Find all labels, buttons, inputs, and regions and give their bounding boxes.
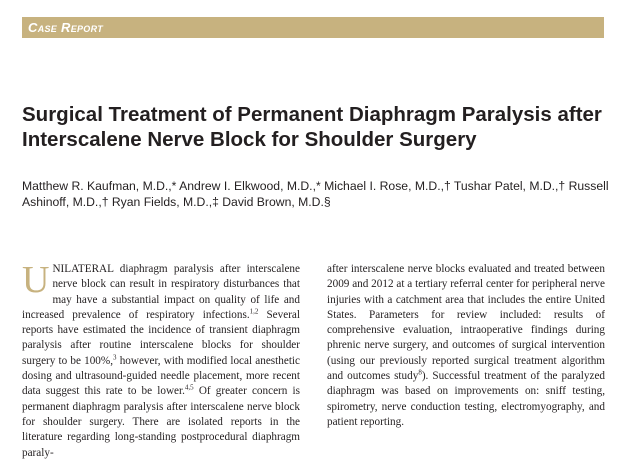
body-text: diaphragm paralysis after interscalene nerve block can result in respiratory disturbances that may have a substantial impact on quality of life and increased prevalence of respiratory infections.: [22, 263, 300, 321]
body-text: however, with modified local anesthetic dosing and ultrasound-guided needle placement, more recent data suggest this rate to be lower.: [22, 354, 300, 398]
lead-in-caps: NILATERAL: [52, 263, 114, 275]
section-banner: [22, 17, 604, 38]
body-text: Of greater concern is permanent diaphragm paralysis after interscalene nerve block for shoulder surgery. There are isolated reports in the literature regarding long-standing postprocedural diaphragm paraly-: [22, 385, 300, 459]
citation-ref: 1,2: [249, 307, 259, 316]
body-text: Several reports have estimated the incidence of transient diaphragm paralysis after routine interscalene blocks for shoulder surgery to be 100%,: [22, 308, 301, 367]
drop-cap: U: [22, 259, 50, 301]
body-column-right: [327, 262, 605, 430]
body-text: ). Successful treatment of the paralyzed diaphragm was based on improvements on: sniff testing, spirometry, nerve conduction testing, electromyography, and patient reporting.: [327, 370, 606, 428]
body-column-left: [22, 259, 301, 461]
section-label: Case Report: [28, 20, 104, 35]
body-text: after interscalene nerve blocks evaluated and treated between 2009 and 2012 at a tertiary referral center for peripheral nerve injuries with a catchment area that includes the entire United States. Parameters for review included: results of comprehensive evaluation, intraoperative findings during phrenic nerve surgery, and outcomes of surgical intervention (using our previously reported surgical treatment algorithm and outcomes study: [327, 263, 605, 383]
citation-ref: 4,5: [184, 383, 194, 392]
citation-ref: 8: [418, 368, 422, 377]
author-list: Matthew R. Kaufman, M.D.,* Andrew I. Elkwood, M.D.,* Michael I. Rose, M.D.,† Tushar Patel, M.D.,† Russell Ashinoff, M.D.,† Ryan Fields, M.D.,‡ David Brown, M.D.§: [22, 179, 609, 209]
citation-ref: 3: [113, 353, 117, 362]
article-title: Surgical Treatment of Permanent Diaphragm Paralysis after Interscalene Nerve Block for Shoulder Surgery: [22, 103, 602, 151]
